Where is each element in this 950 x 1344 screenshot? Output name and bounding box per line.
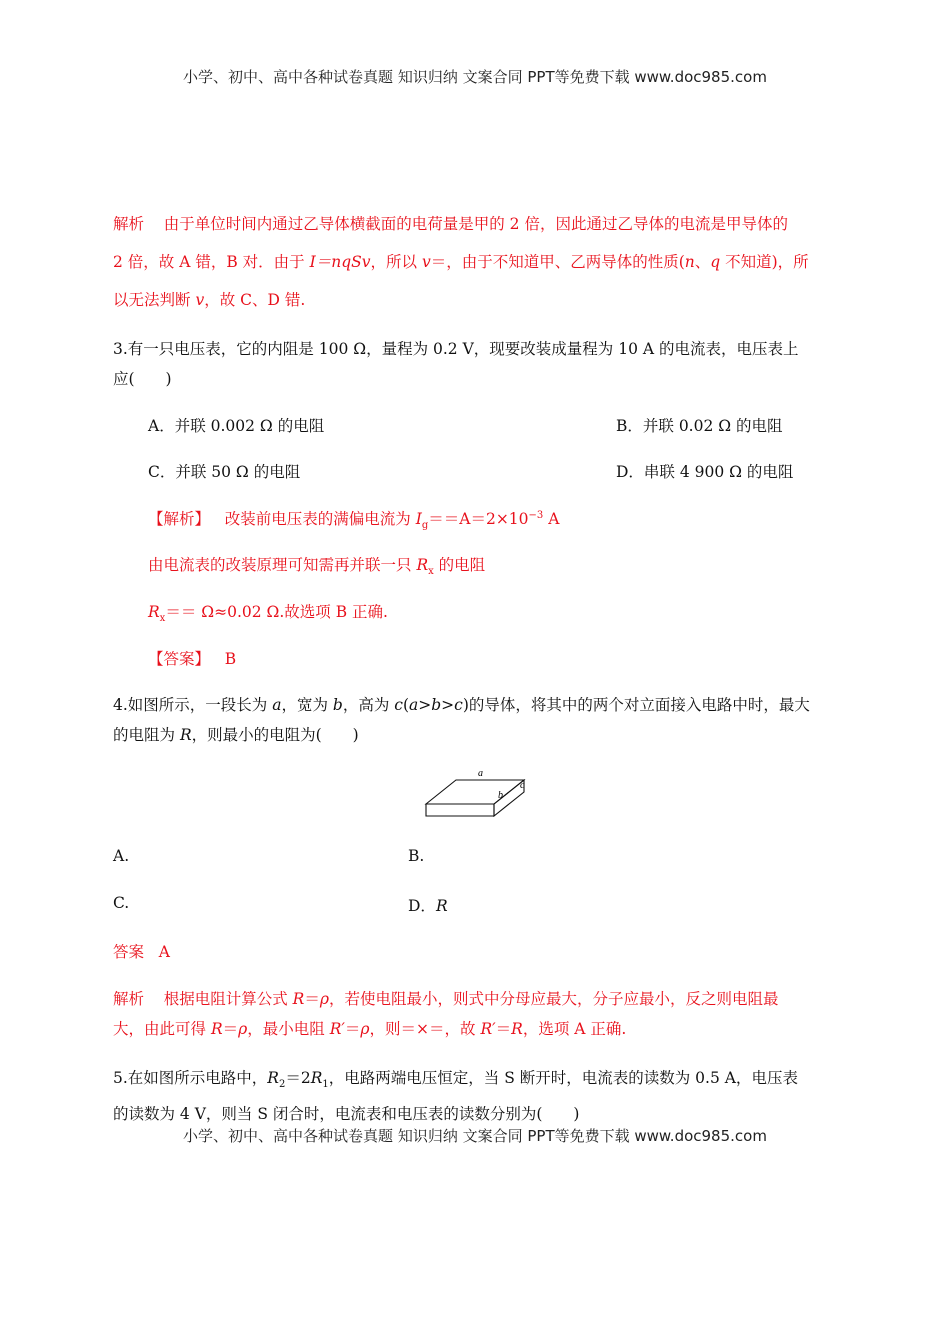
var-R: R xyxy=(310,1069,323,1087)
text: 的电阻 xyxy=(433,556,486,574)
q3-analysis-line1 xyxy=(148,507,559,531)
q5-stem-line1 xyxy=(113,1066,798,1090)
q3-analysis-line3 xyxy=(148,600,388,624)
exponent: −3 xyxy=(528,509,544,521)
answer-value: A xyxy=(158,943,170,961)
answer-value: B xyxy=(224,650,237,668)
text: 、 xyxy=(694,253,711,271)
var-n: n xyxy=(684,253,695,271)
var-R-prime: R′ xyxy=(329,1020,345,1038)
box-front-face xyxy=(426,804,494,816)
var-R: R xyxy=(292,990,305,1008)
q5-stem-line2: 的读数为 4 V，则当 S 闭合时，电流表和电压表的读数分别为( ) xyxy=(113,1105,580,1123)
var-I: I xyxy=(415,510,422,528)
q3-stem-line2: 应( ) xyxy=(113,370,172,388)
page-footer: 小学、初中、高中各种试卷真题 知识归纳 文案合同 PPT等免费下载 www.doc985.com xyxy=(183,1127,767,1145)
text: )的导体，将其中的两个对立面接入电路中时，最大 xyxy=(462,696,810,714)
text: ，选项 A 正确. xyxy=(522,1020,627,1038)
option-label: D． xyxy=(408,897,436,915)
var-v: v xyxy=(195,291,205,309)
sub-1: 1 xyxy=(322,1079,329,1091)
q4-analysis-line1 xyxy=(113,987,779,1009)
condition: a>b>c xyxy=(409,696,463,714)
sub-2: 2 xyxy=(278,1079,286,1091)
answer-label: 答案 xyxy=(113,943,145,961)
text: ，电路两端电压恒定，当 S 断开时，电流表的读数为 0.5 A，电压表 xyxy=(328,1069,798,1087)
text: ，若使电阻最小，则式中分母应最大，分子应最小，反之则电阻最 xyxy=(328,990,779,1008)
text: 4.如图所示，一段长为 xyxy=(113,696,273,714)
text: ＝ xyxy=(304,990,320,1008)
var-rho: ρ xyxy=(238,1020,248,1038)
text: ( xyxy=(402,696,410,714)
text: ，最小电阻 xyxy=(247,1020,330,1038)
text: ＝＝A＝2×10 xyxy=(428,510,529,528)
label-b: b xyxy=(498,790,503,801)
var-R: R xyxy=(435,897,448,915)
var-a: a xyxy=(272,696,282,714)
text: 以无法判断 xyxy=(113,291,196,309)
q2-analysis-line3 xyxy=(113,288,305,310)
text: 2 倍，故 A 错，B 对．由于 xyxy=(113,253,310,271)
q4-option-a: A. xyxy=(113,847,130,865)
sub-g: g xyxy=(421,520,429,532)
analysis-text: 由于单位时间内通过乙导体横截面的电荷量是甲的 2 倍，因此通过乙导体的电流是甲导体的 xyxy=(163,215,788,233)
text: ，高为 xyxy=(342,696,395,714)
analysis-label: 【解析】 xyxy=(148,510,211,528)
box-conductor-figure xyxy=(420,768,540,824)
text: 的电阻为 xyxy=(113,726,180,744)
q4-option-d xyxy=(408,894,448,916)
q4-answer xyxy=(113,940,170,962)
label-a: a xyxy=(478,768,483,779)
text: ＝＝ Ω≈0.02 Ω.故选项 B 正确. xyxy=(165,603,388,621)
var-R: R xyxy=(511,1020,523,1038)
q3-option-d: D．串联 4 900 Ω 的电阻 xyxy=(616,463,794,481)
answer-label: 【答案】 xyxy=(148,650,211,668)
q3-answer xyxy=(148,647,236,669)
var-rho: ρ xyxy=(319,990,329,1008)
var-c: c xyxy=(394,696,403,714)
sub-x: x xyxy=(159,613,166,625)
text: 改装前电压表的满偏电流为 xyxy=(224,510,416,528)
var-q: q xyxy=(710,253,721,271)
formula: I＝nqSv xyxy=(309,253,371,271)
text: ＝，由于不知道甲、乙两导体的性质( xyxy=(430,253,685,271)
var-R-prime: R′ xyxy=(480,1020,496,1038)
var-R: R xyxy=(267,1069,279,1087)
text: ＝ xyxy=(344,1020,361,1038)
q4-stem-line1 xyxy=(113,693,810,715)
q4-option-c: C. xyxy=(113,894,130,912)
text: 不知道)，所 xyxy=(720,253,809,271)
text: ，宽为 xyxy=(281,696,333,714)
text: 由电流表的改装原理可知需再并联一只 xyxy=(148,556,417,574)
page-header: 小学、初中、高中各种试卷真题 知识归纳 文案合同 PPT等免费下载 www.doc985.com xyxy=(183,68,767,86)
var-R: R xyxy=(179,726,192,744)
q3-option-a: A．并联 0.002 Ω 的电阻 xyxy=(148,417,325,435)
q4-option-b: B. xyxy=(408,847,425,865)
label-c: c xyxy=(520,780,525,791)
q2-analysis-line1 xyxy=(113,212,788,234)
var-b: b xyxy=(332,696,343,714)
text: ，故 C、D 错. xyxy=(204,291,306,309)
var-rho: ρ xyxy=(360,1020,370,1038)
text: ，所以 xyxy=(370,253,422,271)
q3-analysis-line2 xyxy=(148,553,485,577)
text: ，则＝×＝，故 xyxy=(369,1020,481,1038)
q3-option-b: B．并联 0.02 Ω 的电阻 xyxy=(616,417,783,435)
q3-stem-line1: 3.有一只电压表，它的内阻是 100 Ω，量程为 0.2 V，现要改装成量程为 10 A 的电流表，电压表上 xyxy=(113,340,799,358)
text: 5.在如图所示电路中， xyxy=(113,1069,268,1087)
text: 大，由此可得 xyxy=(113,1020,211,1038)
var-R: R xyxy=(210,1020,223,1038)
q4-analysis-line2 xyxy=(113,1017,626,1039)
var-R: R xyxy=(148,603,160,621)
q4-stem-line2 xyxy=(113,723,359,745)
var-R: R xyxy=(416,556,429,574)
text: ＝2 xyxy=(285,1069,311,1087)
analysis-label: 解析 xyxy=(113,215,145,233)
text: ＝ xyxy=(495,1020,512,1038)
var-v: v xyxy=(421,253,431,271)
text: ，则最小的电阻为( ) xyxy=(191,726,359,744)
q3-option-c: C．并联 50 Ω 的电阻 xyxy=(148,463,301,481)
q2-analysis-line2 xyxy=(113,250,809,272)
text: 根据电阻计算公式 xyxy=(163,990,293,1008)
text: ＝ xyxy=(222,1020,239,1038)
analysis-label: 解析 xyxy=(113,990,145,1008)
sub-x: x xyxy=(428,566,434,578)
text: A xyxy=(543,510,560,528)
